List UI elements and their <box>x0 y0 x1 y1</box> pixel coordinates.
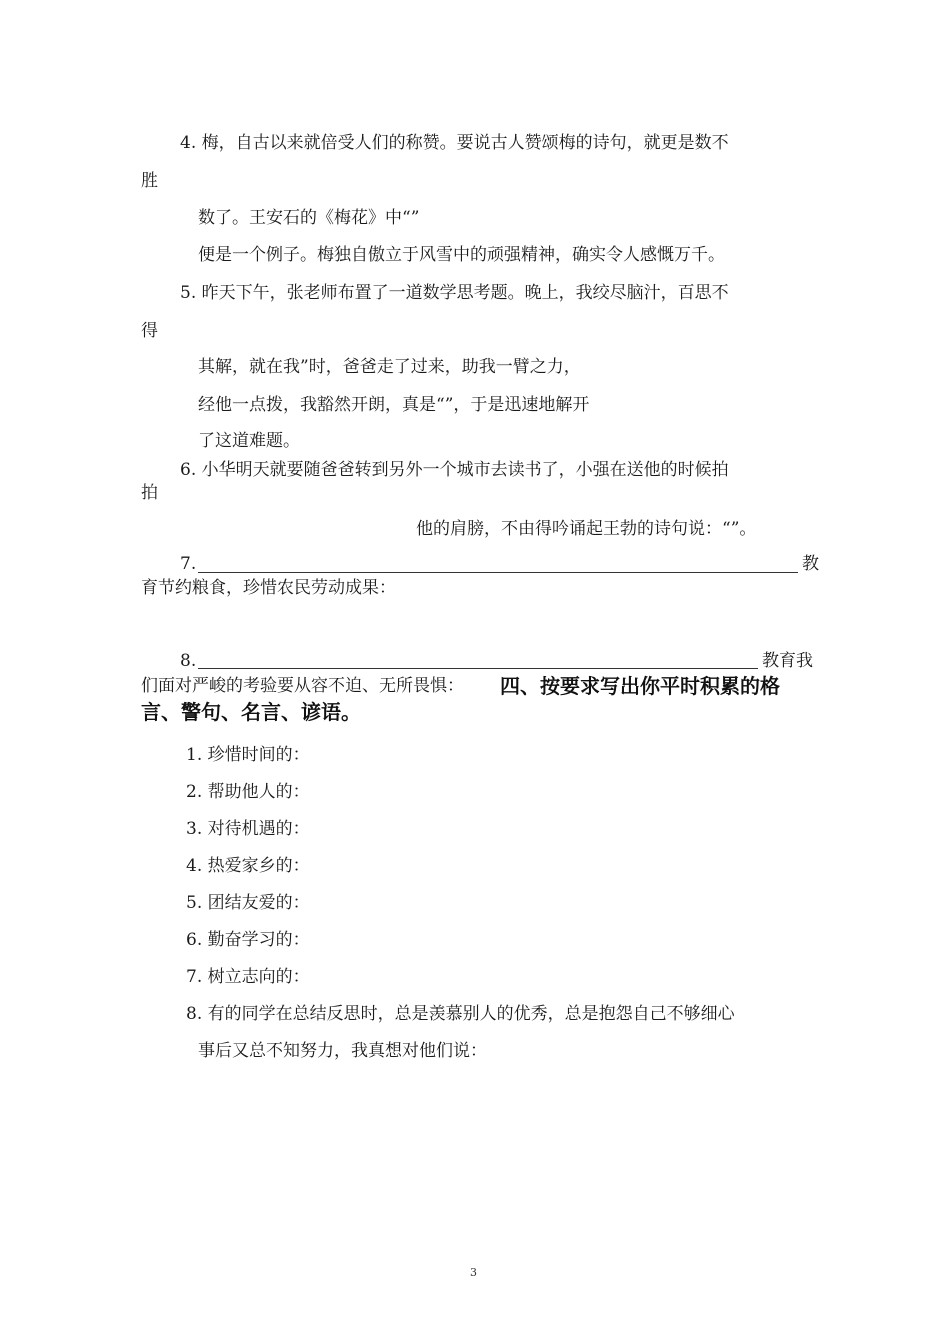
page-number: 3 <box>470 1266 477 1279</box>
list-item: 1. 珍惜时间的： <box>186 745 310 765</box>
q6-line-2: 拍 <box>141 483 158 503</box>
list-item: 2. 帮助他人的： <box>186 782 310 802</box>
list-item: 4. 热爱家乡的： <box>186 856 310 876</box>
section-4-heading-cont: 言、警句、名言、谚语。 <box>141 700 361 724</box>
q5-line-4: 经他一点拨，我豁然开朗，真是“”，于是迅速地解开 <box>198 395 590 415</box>
q7-number: 7. <box>180 554 197 574</box>
q6-line-3: 他的肩膀，不由得吟诵起王勃的诗句说：“”。 <box>416 519 757 539</box>
list-item: 3. 对待机遇的： <box>186 819 310 839</box>
list-item: 6. 勤奋学习的： <box>186 930 310 950</box>
q8-answer-blank[interactable] <box>198 668 758 669</box>
q7-answer-blank[interactable] <box>198 572 798 573</box>
q7-line-tail: 教 <box>802 554 819 574</box>
list-item: 5. 团结友爱的： <box>186 893 310 913</box>
q5-line-1: 5. 昨天下午，张老师布置了一道数学思考题。晚上，我绞尽脑汁，百思不 <box>180 283 729 303</box>
q8-number: 8. <box>180 651 197 671</box>
q5-line-5: 了这道难题。 <box>198 431 300 451</box>
q4-line-1: 4. 梅，自古以来就倍受人们的称赞。要说古人赞颂梅的诗句，就更是数不 <box>180 133 729 153</box>
list-item-8-line-1: 8. 有的同学在总结反思时，总是羡慕别人的优秀，总是抱怨自己不够细心 <box>186 1004 735 1024</box>
q8-line-2: 们面对严峻的考验要从容不迫、无所畏惧： <box>141 676 464 696</box>
section-4-heading: 四、按要求写出你平时积累的格 <box>500 674 780 698</box>
q5-line-3: 其解，就在我”时，爸爸走了过来，助我一臂之力， <box>198 357 581 377</box>
q8-line-tail: 教育我 <box>762 651 813 671</box>
q6-line-1: 6. 小华明天就要随爸爸转到另外一个城市去读书了，小强在送他的时候拍 <box>180 460 729 480</box>
q4-line-4: 便是一个例子。梅独自傲立于风雪中的顽强精神，确实令人感慨万千。 <box>198 245 725 265</box>
list-item: 7. 树立志向的： <box>186 967 310 987</box>
list-item-8-line-2: 事后又总不知努力，我真想对他们说： <box>198 1041 487 1061</box>
q4-line-3: 数了。王安石的《梅花》中“” <box>198 208 420 228</box>
q4-line-2: 胜 <box>141 171 158 191</box>
q7-line-2: 育节约粮食，珍惜农民劳动成果： <box>141 578 396 598</box>
q5-line-2: 得 <box>141 321 158 341</box>
